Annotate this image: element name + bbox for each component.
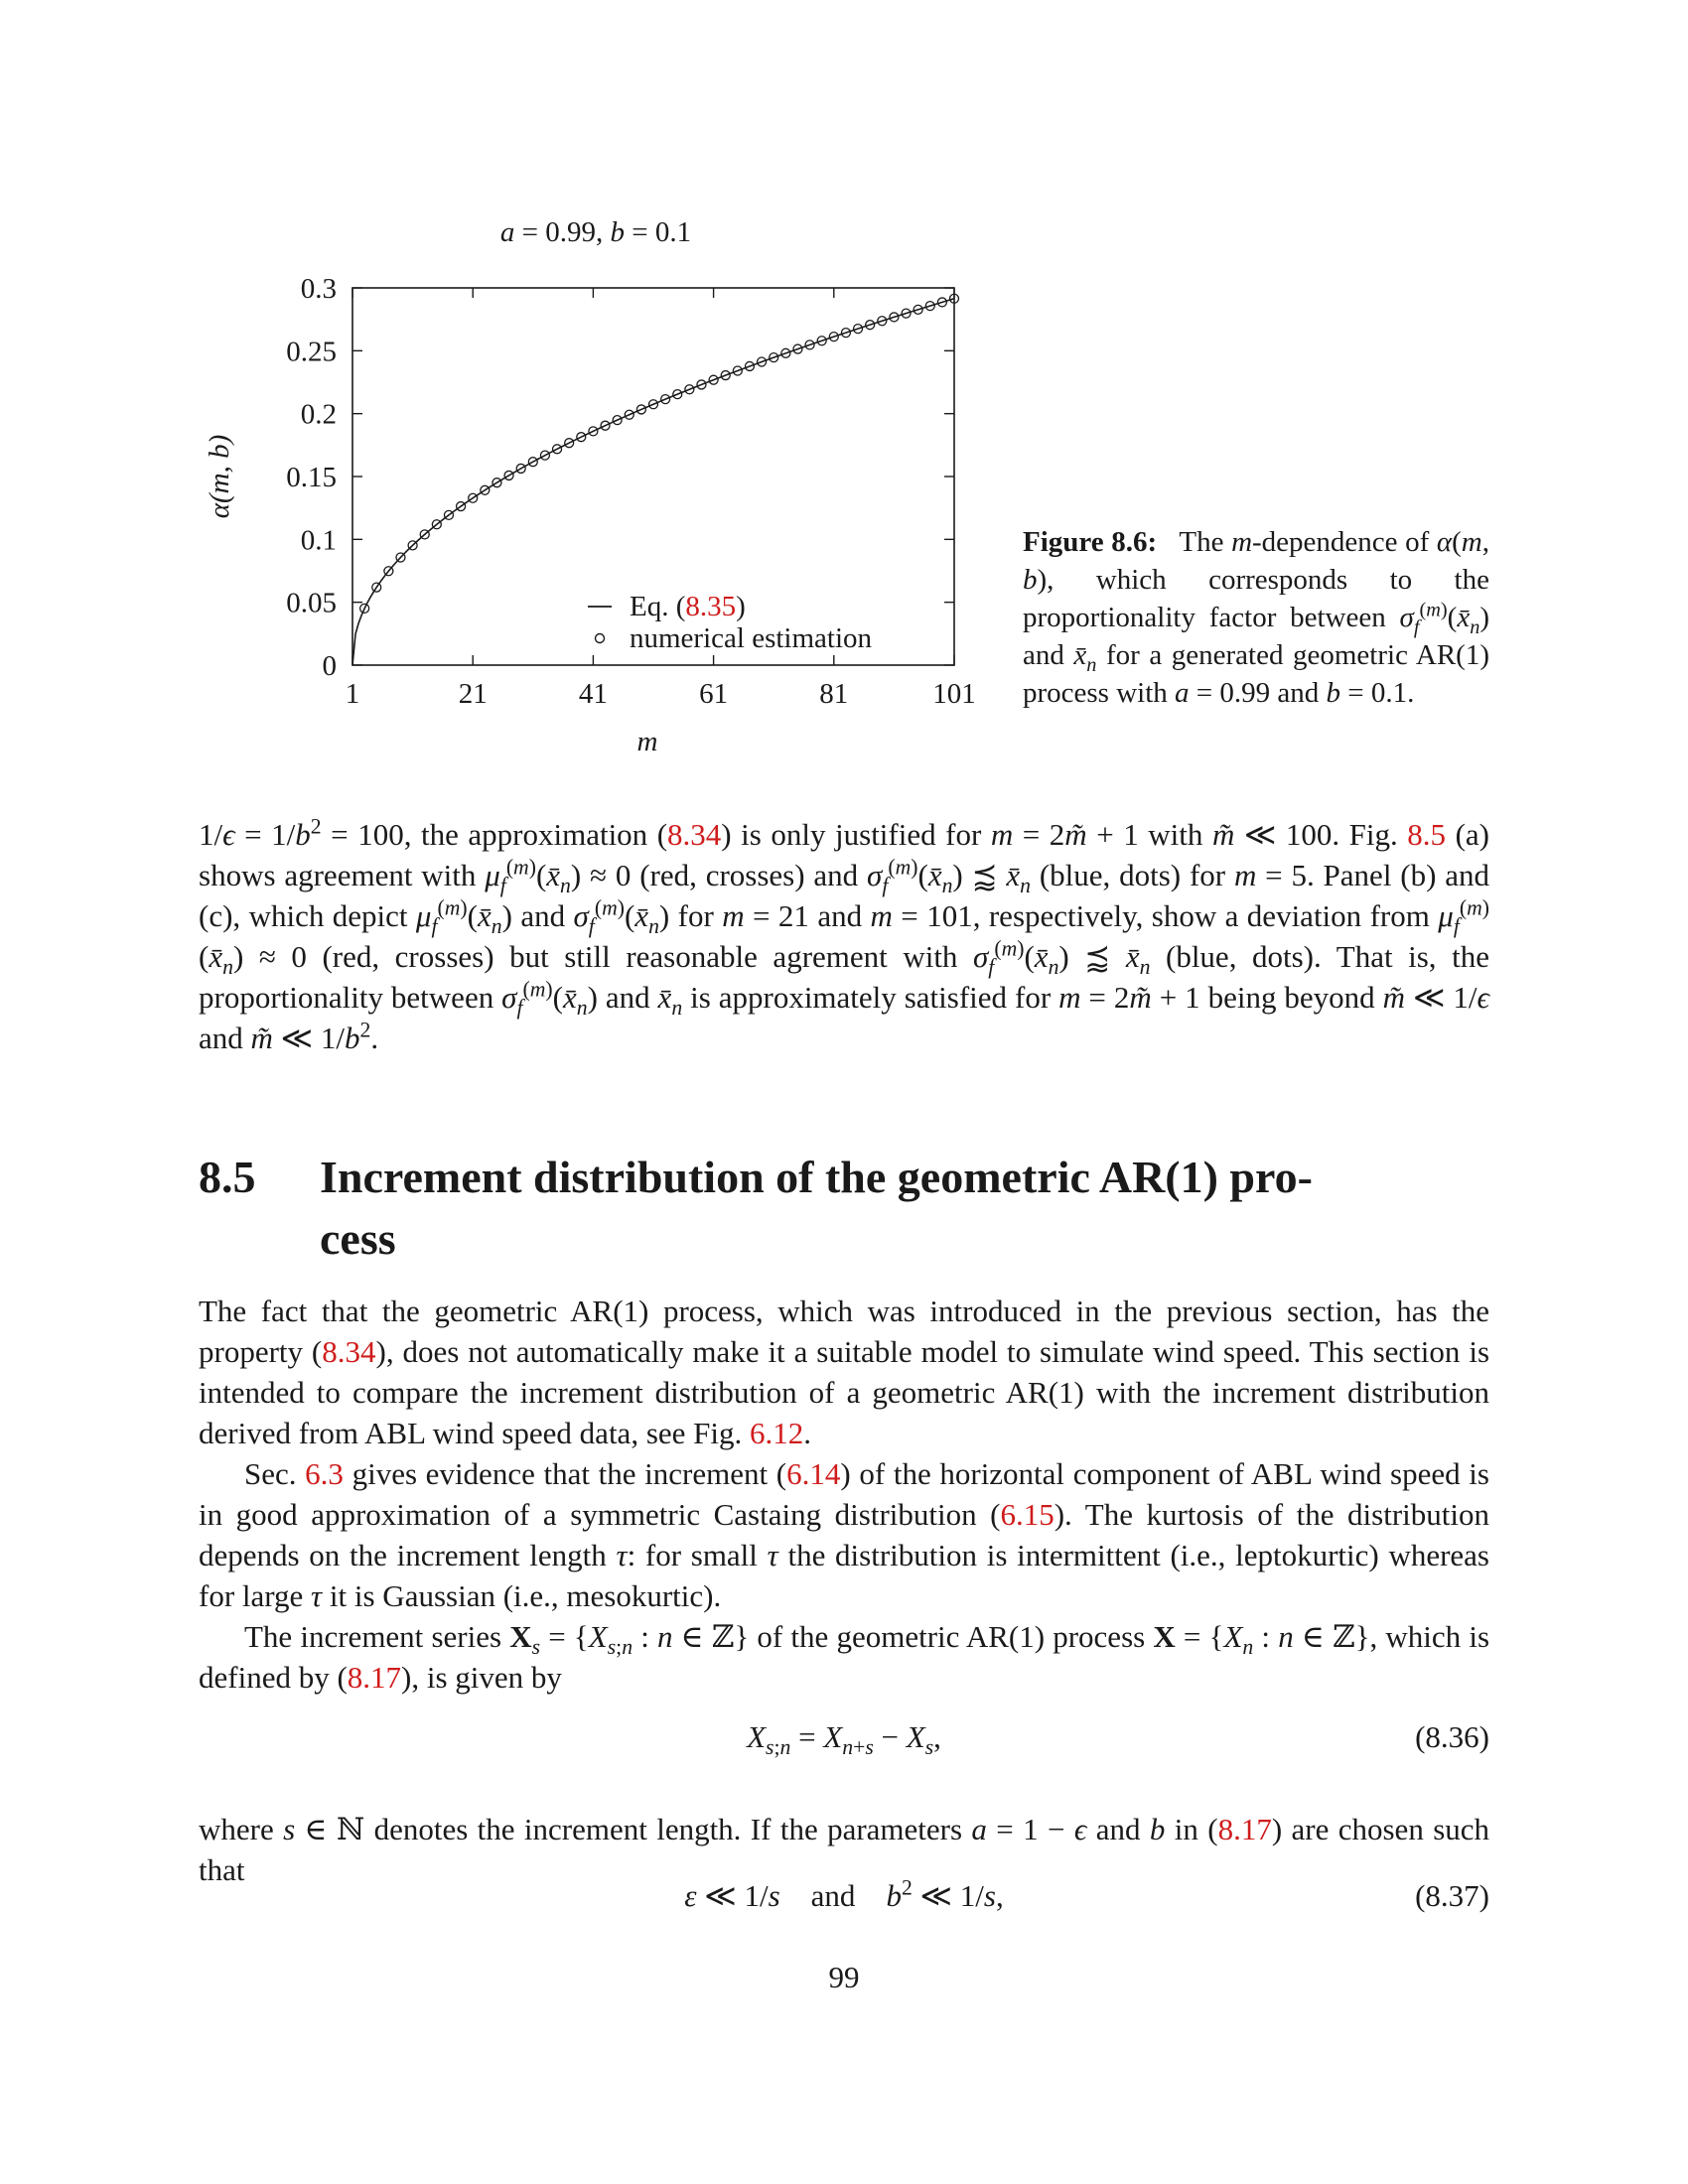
- x-tick-label: 61: [699, 678, 729, 710]
- ref-6-14[interactable]: 6.14: [786, 1456, 841, 1491]
- paragraph-parameters: where s ∈ ℕ denotes the increment length. If the parameters a = 1 − ϵ and b in (8.17) are chosen such that: [199, 1812, 1490, 1887]
- equation-8-36: [199, 1719, 1489, 1760]
- alpha-chart: [179, 208, 1003, 764]
- legend-entry-points: numerical estimation: [630, 622, 873, 654]
- equation-8-36-body: $X_{s;n} = X_{n+s} - X_s$,: [747, 1719, 941, 1760]
- x-tick-label: 101: [932, 678, 976, 710]
- legend: [588, 591, 873, 654]
- section-number: 8.5: [199, 1152, 256, 1202]
- x-tick-label: 81: [819, 678, 849, 710]
- y-tick-label: 0.1: [300, 524, 337, 557]
- caption-label: Figure 8.6:: [1023, 526, 1158, 558]
- x-tick-label: 1: [345, 678, 360, 710]
- equation-8-37-number: (8.37): [1415, 1878, 1489, 1913]
- ref-6-15[interactable]: 6.15: [1000, 1497, 1055, 1532]
- paragraph-increment-series: The increment series $X_s = \{X_{s;n}$ : n ∈ ℤ} of the geometric AR(1) process $X = \{X_n$ : n ∈ ℤ}, which is defined by (8.17), is given by: [199, 1619, 1490, 1695]
- ref-8-34b[interactable]: 8.34: [322, 1334, 376, 1369]
- y-tick-label: 0.3: [300, 273, 337, 305]
- chart-title: a = 0.99, b = 0.1: [499, 216, 692, 248]
- y-axis-label: α(m, b): [204, 434, 235, 519]
- ref-fig-8-5[interactable]: 8.5: [1407, 817, 1447, 852]
- paragraph-intro: The fact that the geometric AR(1) process, which was introduced in the previous section, has the property (8.34), does not automatically make it a suitable model to simulate wind speed. This section is intended to compare the increment distribution of a geometric AR(1) with the increment distribution derived from ABL wind speed data, see Fig. 6.12.: [199, 1294, 1490, 1450]
- x-tick-label: 21: [458, 678, 488, 710]
- y-tick-label: 0.2: [300, 398, 337, 431]
- paragraph-approximation: $1/\epsilon = 1/b^2 = 100$, the approximation (8.34) is only justified for m = 2m̃ + 1 with m̃ ≪ 100. Fig. 8.5 (a) shows agreement with $\mu_f^{(m)}(x̄_n) \approx 0$ (red, crosses) and $\sigma_f^{(m)}(x̄_n)$ ⪷ $x̄_n$ (blue, dots) for m = 5. Panel (b) and (c), which depict $\mu_f^{(m)}(x̄_n)$ and $\sigma_f^{(m)}(x̄_n)$ for m = 21 and m = 101, respectively, show a deviation from $\mu_f^{(m)}(x̄_n) \approx 0$ (red, crosses) but still reasonable agrement with $\sigma_f^{(m)}(x̄_n)$ ⪷ $x̄_n$ (blue, dots). That is, the proportionality between $\sigma_f^{(m)}(x̄_n)$ and $x̄_n$ is approximately satisfied for m = 2m̃ + 1 being beyond m̃ ≪ 1/ϵ and m̃ ≪ $1/b^2$.: [199, 814, 1490, 1055]
- y-tick-label: 0.25: [286, 336, 337, 368]
- legend-circle-icon: [596, 634, 605, 643]
- legend-entry-line: Eq. (8.35): [630, 591, 746, 622]
- figure-caption: Figure 8.6: The m-dependence of α(m, b), which corresponds to the proportionality factor between $\sigma_f^{(m)}(x̄_n)$ and $x̄_n$ for a generated geometric AR(1) process with a = 0.99 and b = 0.1.: [1023, 526, 1489, 709]
- ref-8-34[interactable]: 8.34: [667, 817, 722, 852]
- equation-8-37-body: ε ≪ 1/s and $b^2$ ≪ 1/s,: [684, 1875, 1004, 1913]
- paragraph-castaing: Sec. 6.3 gives evidence that the increment (6.14) of the horizontal component of ABL wind speed is in good approximation of a symmetric Castaing distribution (6.15). The kurtosis of the distribution depends on the increment length τ: for small τ the distribution is intermittent (i.e., leptokurtic) whereas for large τ it is Gaussian (i.e., mesokurtic).: [199, 1456, 1489, 1613]
- section-title-line1: Increment distribution of the geometric AR(1) pro-: [320, 1152, 1313, 1202]
- ref-8-17b[interactable]: 8.17: [1217, 1812, 1272, 1846]
- equation-8-36-number: (8.36): [1415, 1719, 1489, 1754]
- x-axis-label: m: [636, 726, 658, 757]
- ref-fig-6-12[interactable]: 6.12: [750, 1416, 804, 1450]
- ref-sec-6-3[interactable]: 6.3: [305, 1456, 344, 1491]
- y-tick-label: 0: [322, 650, 337, 682]
- ref-8-17[interactable]: 8.17: [347, 1660, 402, 1695]
- equation-8-37: [199, 1875, 1489, 1919]
- section-title-line2: cess: [320, 1213, 396, 1264]
- section-body: [199, 1291, 1489, 1698]
- page-number: 99: [828, 1960, 860, 1994]
- y-tick-label: 0.05: [286, 587, 337, 619]
- x-tick-label: 41: [578, 678, 608, 710]
- section-heading: [199, 1147, 1489, 1270]
- y-tick-label: 0.15: [286, 462, 337, 493]
